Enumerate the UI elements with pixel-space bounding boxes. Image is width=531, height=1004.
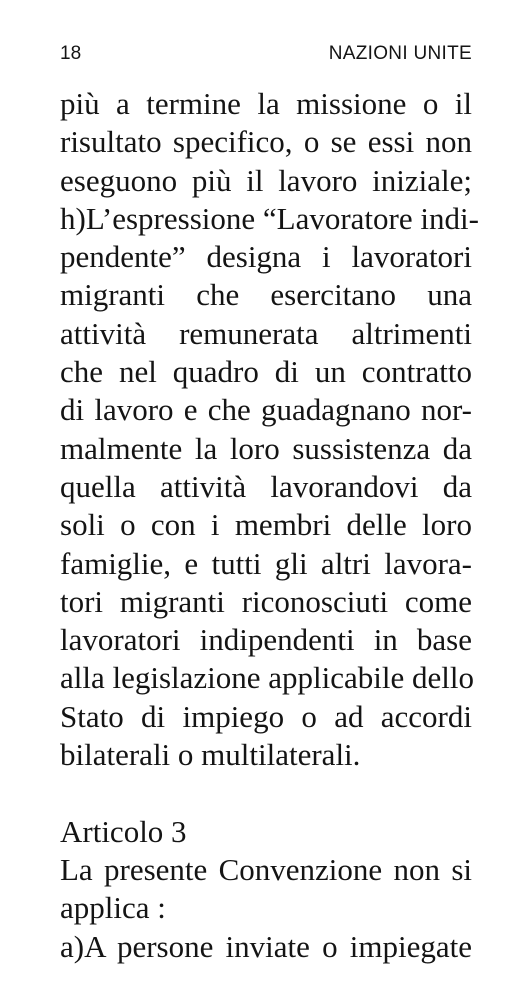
text-line: che nel quadro di un contratto — [60, 354, 472, 390]
text-line: lavoratori indipendenti in base — [60, 622, 472, 658]
running-title: NAZIONI UNITE — [328, 43, 472, 64]
text-line: pendente” designa i lavoratori — [60, 239, 472, 275]
text-line: quella attività lavorandovi da — [60, 468, 472, 504]
text-line: La presente Convenzione non si — [60, 851, 472, 887]
text-line: a)A persone inviate o impiegate — [60, 928, 472, 964]
page-header — [60, 42, 472, 66]
page-number: 18 — [60, 43, 82, 64]
text-line: applica : — [60, 890, 166, 926]
article-heading: Articolo 3 — [60, 813, 187, 849]
text-line: soli o con i membri delle loro — [60, 507, 472, 543]
body-text — [60, 85, 479, 966]
text-line: più a termine la missione o il — [60, 86, 472, 121]
text-line: attività remunerata altrimenti — [60, 315, 472, 351]
text-line: famiglie, e tutti gli altri lavora- — [60, 545, 472, 581]
text-line: migranti che esercitano una — [60, 277, 472, 313]
text-line: di lavoro e che guadagnano nor- — [60, 392, 472, 428]
text-line: eseguono più il lavoro iniziale; — [60, 162, 472, 198]
text-line: Stato di impiego o ad accordi — [60, 698, 472, 734]
text-line: alla legislazione applicabile dello — [60, 660, 475, 696]
text-line: risultato specifico, o se essi non — [60, 124, 472, 160]
text-line: bilaterali o multilaterali. — [60, 737, 361, 773]
paragraph-gap — [60, 774, 472, 812]
text-line: h)L’espressione “Lavoratore indi- — [60, 200, 479, 236]
text-line: tori migranti riconosciuti come — [60, 583, 472, 619]
text-line: malmente la loro sussistenza da — [60, 430, 472, 466]
